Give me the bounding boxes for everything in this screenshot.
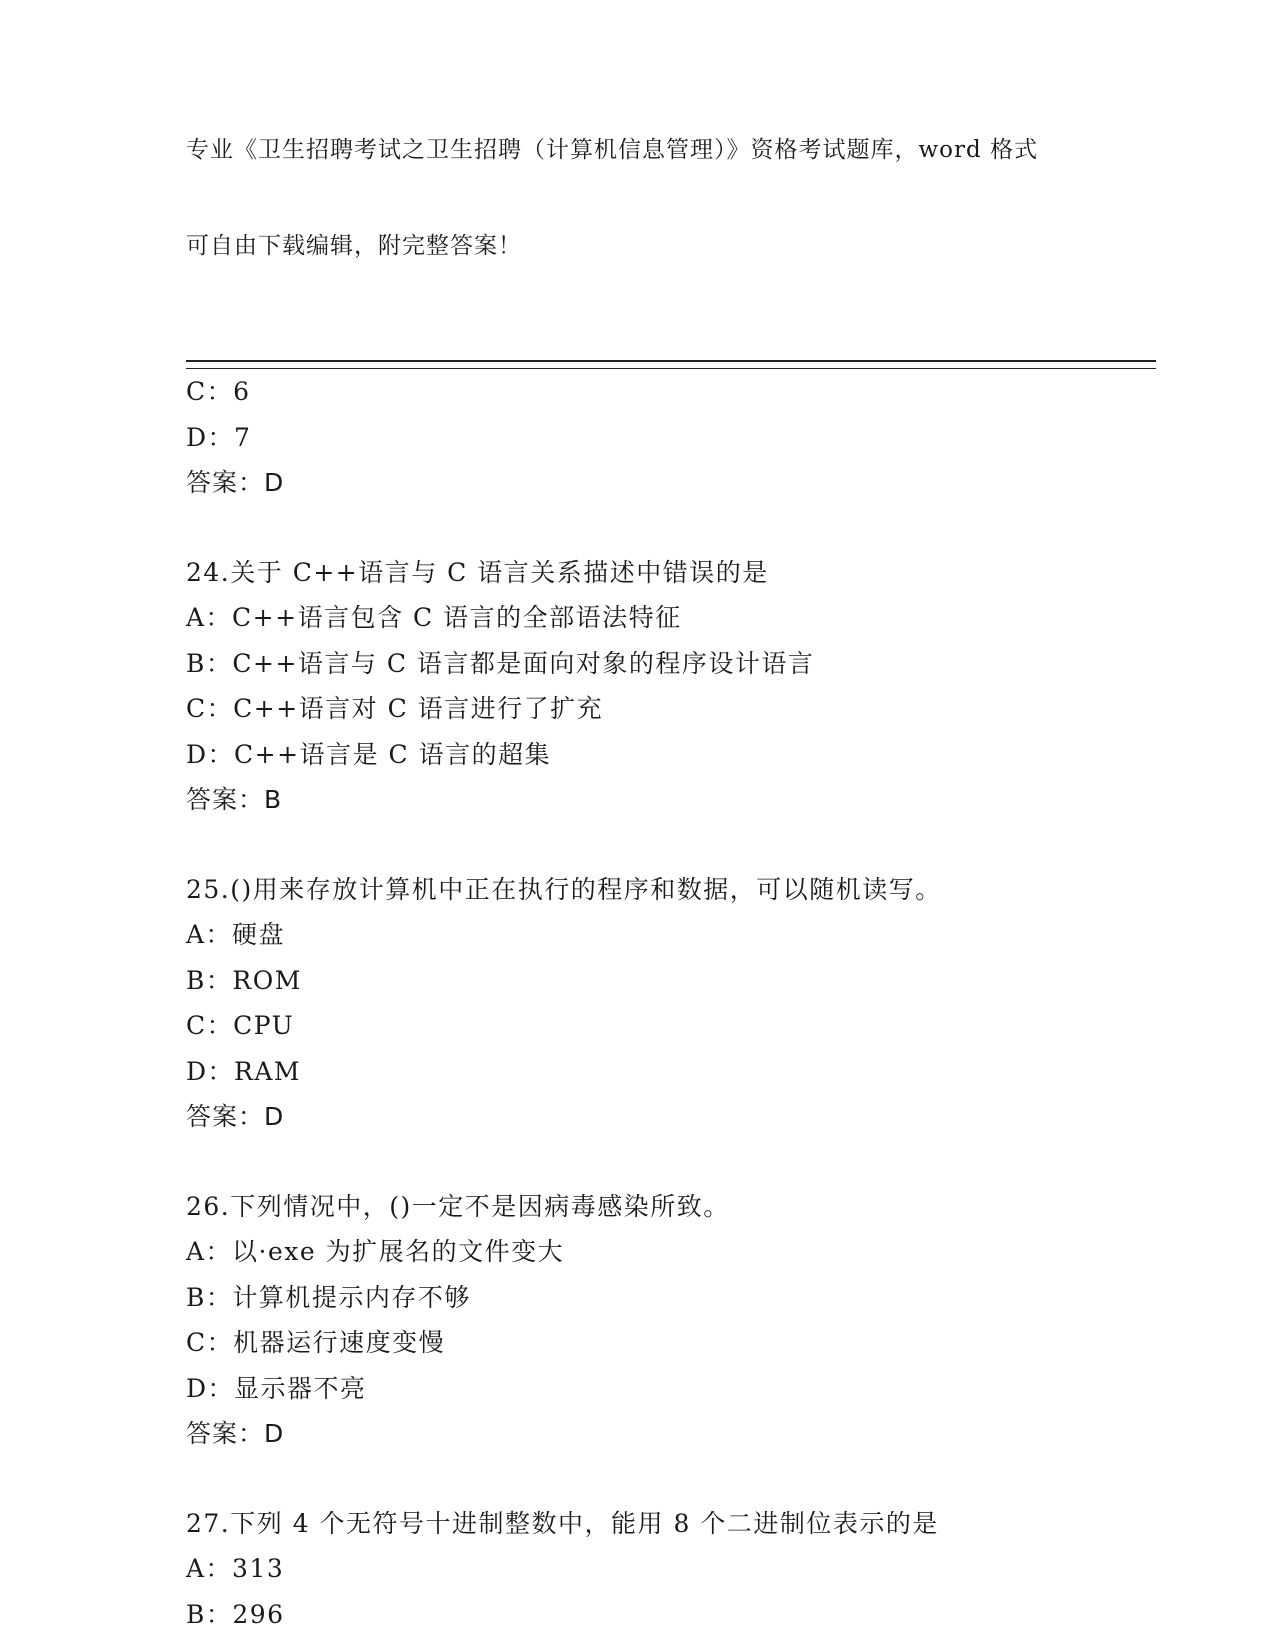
- option-d: D：C++语言是 C 语言的超集: [186, 739, 552, 769]
- option-a: A：313: [186, 1554, 285, 1583]
- header-line-1: 专业《卫生招聘考试之卫生招聘（计算机信息管理）》资格考试题库，word 格式: [186, 137, 1039, 163]
- option-b: B：296: [186, 1599, 285, 1629]
- option-c: C：C++语言对 C 语言进行了扩充: [186, 694, 604, 723]
- option-c: C：CPU: [186, 1011, 295, 1040]
- option-c: C：6: [186, 377, 251, 406]
- question-stem: 24.关于 C++语言与 C 语言关系描述中错误的是: [186, 557, 769, 587]
- question-26: [186, 1192, 1156, 1465]
- question-list: [186, 377, 1156, 1645]
- option-d: D：显示器不亮: [186, 1373, 367, 1403]
- question-partial: [186, 377, 1156, 514]
- option-c: C：机器运行速度变慢: [186, 1328, 446, 1357]
- document-page: [186, 70, 1156, 1645]
- header-line-2: 可自由下载编辑，附完整答案！: [186, 233, 522, 259]
- option-b: B：ROM: [186, 965, 302, 995]
- option-a: A：硬盘: [186, 920, 286, 949]
- question-24: [186, 558, 1156, 831]
- option-a: A：C++语言包含 C 语言的全部语法特征: [186, 603, 682, 632]
- option-d: D：7: [186, 422, 252, 452]
- question-stem: 27.下列 4 个无符号十进制整数中，能用 8 个二进制位表示的是: [186, 1508, 939, 1538]
- answer-line: 答案：D: [186, 1102, 285, 1131]
- option-a: A：以·exe 为扩展名的文件变大: [186, 1237, 565, 1266]
- option-d: D：RAM: [186, 1056, 302, 1086]
- question-25: [186, 875, 1156, 1148]
- question-stem: 25.()用来存放计算机中正在执行的程序和数据，可以随机读写。: [186, 874, 942, 904]
- question-27: [186, 1509, 1156, 1646]
- header-divider: [186, 360, 1156, 369]
- question-stem: 26.下列情况中，()一定不是因病毒感染所致。: [186, 1191, 730, 1221]
- option-b: B：C++语言与 C 语言都是面向对象的程序设计语言: [186, 648, 815, 678]
- document-header: [186, 70, 1086, 326]
- answer-line: 答案：B: [186, 785, 283, 814]
- option-b: B：计算机提示内存不够: [186, 1282, 471, 1312]
- answer-line: 答案：D: [186, 468, 285, 497]
- answer-line: 答案：D: [186, 1419, 285, 1448]
